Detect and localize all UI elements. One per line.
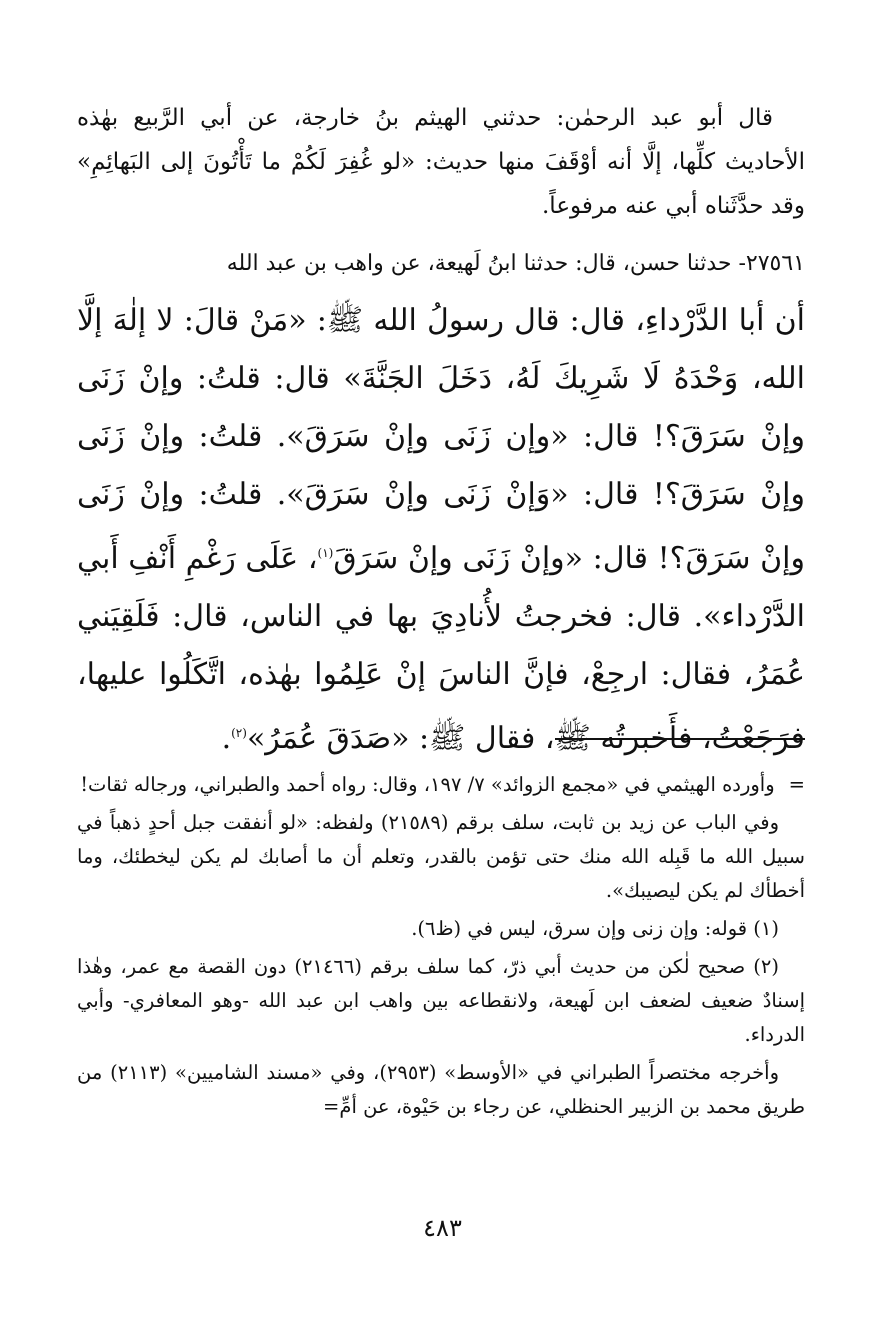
- page-number: ٤٨٣: [423, 1214, 462, 1242]
- hadith-number: ٢٧٥٦١-: [738, 251, 805, 276]
- hadith-header-line: [77, 244, 805, 284]
- footnotes: [77, 768, 805, 1128]
- footnote-ref-1: (١): [317, 546, 334, 560]
- intro-paragraph: [77, 96, 805, 228]
- hadith-end: .: [221, 721, 232, 756]
- continuation-mark: =: [788, 773, 805, 796]
- hadith-text-part-1: أن أبا الدَّرْداءِ، قال: قال رسولُ الله ﷺ: «مَنْ قالَ: لا إلٰهَ إلَّا الله، وَحْدَهُ لَا شَرِيكَ لَهُ، دَخَلَ الجَنَّةَ» قال: قلتُ: وإنْ زَنَى وإنْ سَرَقَ؟! قال: «وإن زَنَى وإنْ سَرَقَ». قلتُ: وإنْ زَنَى وإنْ سَرَقَ؟! قال: «وَإنْ زَنَى وإنْ سَرَقَ». قلتُ: وإنْ زَنَى وإنْ سَرَقَ؟! قال: «وإنْ زَنَى وإنْ سَرَقَ: [77, 303, 805, 576]
- note-paragraph-3: وأخرجه مختصراً الطبراني في «الأوسط» (٢٩٥٣)، وفي «مسند الشاميين» (٢١١٣) من طريق محمد بن الزبير الحنظلي، عن رجاء بن حَيْوة، عن أمِّ=: [77, 1061, 805, 1118]
- footnote-ref-2: (٢): [231, 726, 247, 740]
- note-paragraph-2: وفي الباب عن زيد بن ثابت، سلف برقم (٢١٥٨٩) ولفظه: «لو أنفقت جبل أحدٍ ذهباً في سبيل الله ما قَبِله الله منك حتى تؤمن بالقدر، وتعلم أن ما أصابك لم يكن ليخطئك، وما أخطأك لم يكن ليصيبك».: [77, 811, 805, 902]
- intro-text: قال أبو عبد الرحمٰن: حدثني الهيثم بنُ خارجة، عن أبي الرَّبيع بهٰذه الأحاديث كلِّها، إلَّا أنه أوْقَفَ منها حديث: «لو غُفِرَ لَكُمْ ما تَأْتُونَ إلى البَهائِمِ» وقد حدَّثَناه أبي عنه مرفوعاً.: [77, 105, 805, 219]
- footnote-1: (١) قوله: وإن زنى وإن سرق، ليس في (ظ٦).: [411, 917, 779, 940]
- footnote-separator: [555, 738, 805, 740]
- hadith-body: [77, 292, 805, 768]
- footnote-2: (٢) صحيح لٰكن من حديث أبي ذرّ، كما سلف برقم (٢١٤٦٦) دون القصة مع عمر، وهٰذا إسنادٌ ضعيف لضعف ابن لَهيعة، ولانقطاعه بين واهب ابن عبد الله -وهو المعافري- وأبي الدرداء.: [77, 955, 805, 1046]
- hadith-isnad: حدثنا حسن، قال: حدثنا ابنُ لَهيعة، عن واهب بن عبد الله: [226, 251, 732, 276]
- note-paragraph-1: [77, 768, 805, 802]
- hadith-text-part-2: ، عَلَى رَغْمِ أَنْفِ أَبي الدَّرْداء». قال: فخرجتُ لأُنادِيَ بها في الناس، قال: فَلَقِيَني عُمَرُ، فقال: ارجِعْ، فإنَّ الناسَ إنْ عَلِمُوا بهٰذه، اتَّكَلُوا عليها، فرَجَعْتُ، فأَخبرتُه ﷺ، فقال ﷺ: «صَدَقَ عُمَرُ»: [77, 541, 805, 756]
- hadith-header: [77, 244, 805, 284]
- hadith-text: [77, 292, 805, 768]
- note-paragraph-1-text: وأورده الهيثمي في «مجمع الزوائد» ٧/ ١٩٧، وقال: رواه أحمد والطبراني، ورجاله ثقات!: [80, 773, 775, 796]
